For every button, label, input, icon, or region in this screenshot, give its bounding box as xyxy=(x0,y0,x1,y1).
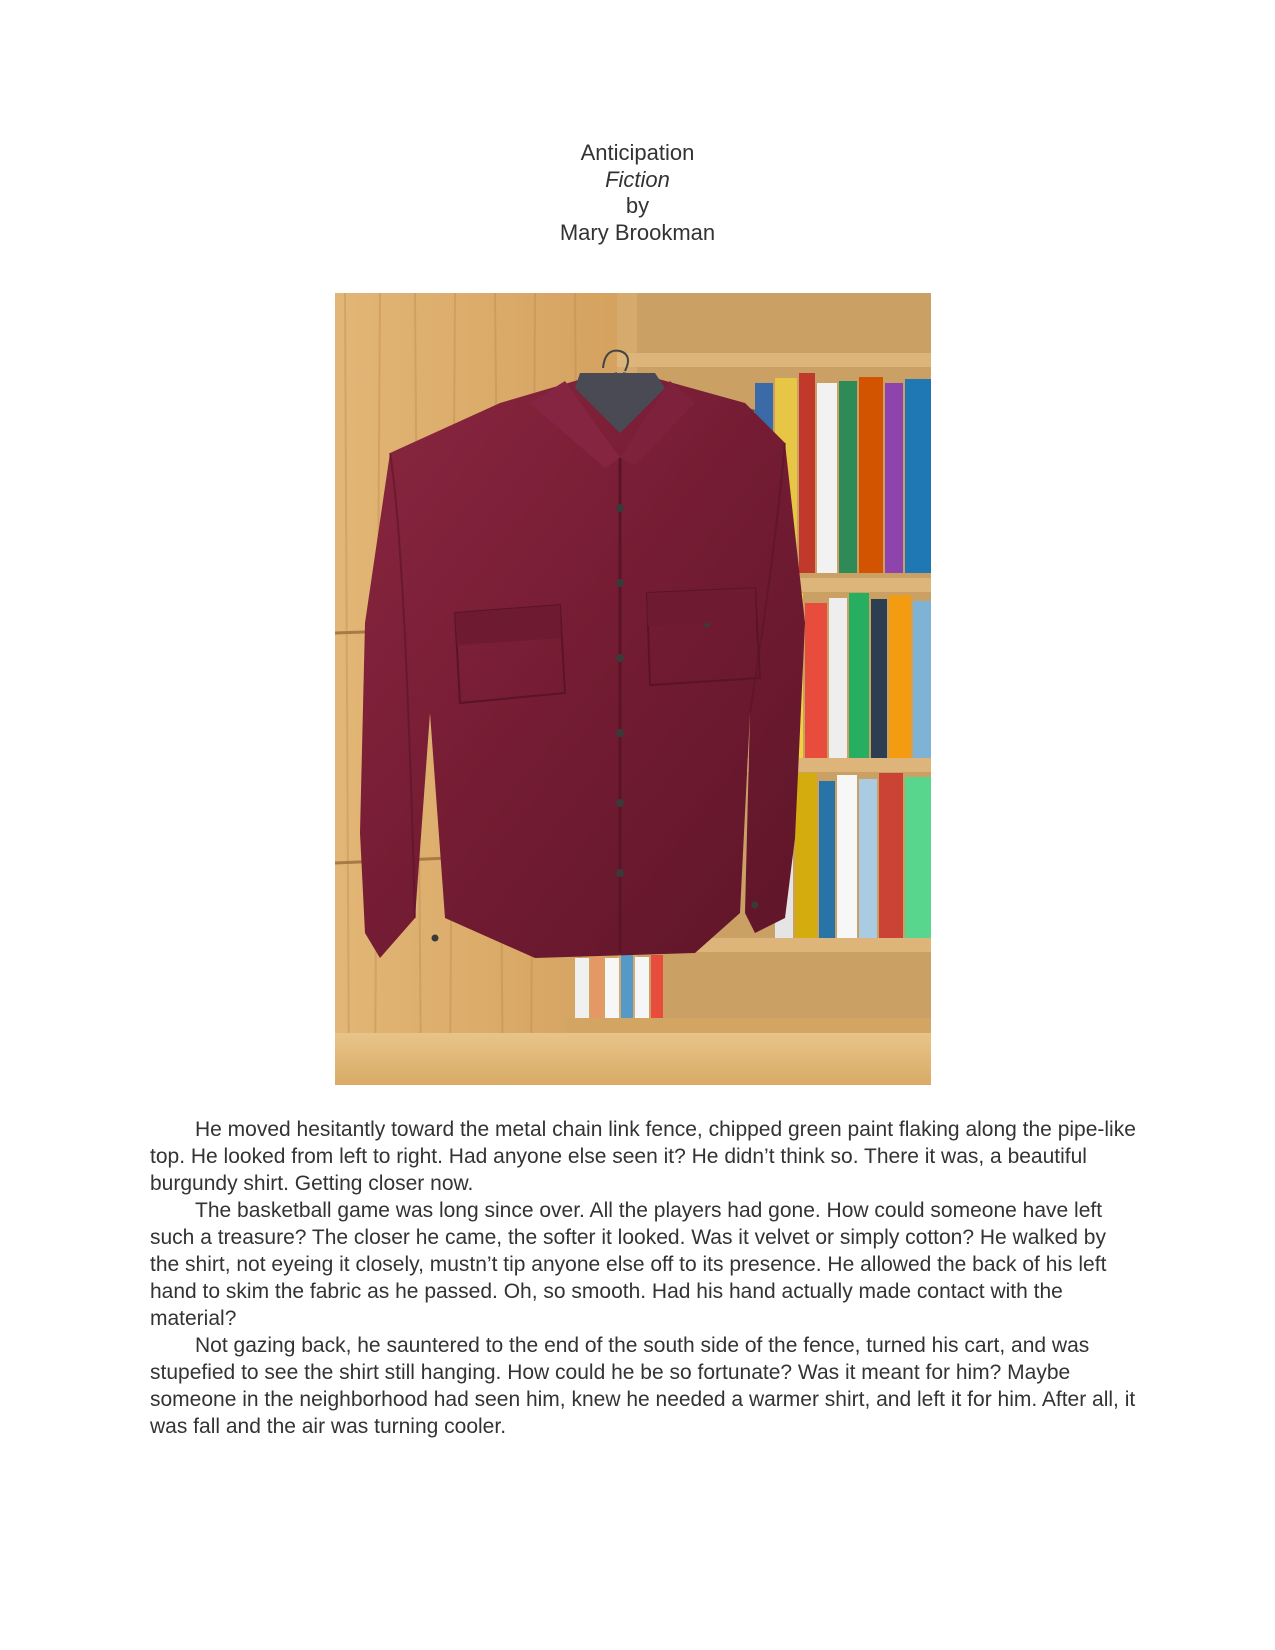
byline-by: by xyxy=(625,193,650,218)
title-block xyxy=(0,140,1275,246)
shirt-photo xyxy=(335,293,931,1085)
story-paragraph-1: He moved hesitantly toward the metal chain link fence, chipped green paint flaking along the pipe-like top. He looked from left to right. Had anyone else seen it? He didn’t think so. There it was, a beautiful burgundy shirt. Getting closer now. xyxy=(150,1118,1136,1195)
author-name: Mary Brookman xyxy=(559,219,716,245)
story-genre: Fiction xyxy=(605,166,670,192)
story-text xyxy=(150,1116,1140,1440)
story-paragraph-2: The basketball game was long since over. All the players had gone. How could someone have left such a treasure? The closer he came, the softer it looked. Was it velvet or simply cotton? He walked by the shirt, not eyeing it closely, mustn’t tip anyone else off to its presence. He allowed the back of his left hand to skim the fabric as he passed. Oh, so smooth. Had his hand actually made contact with the material? xyxy=(150,1199,1107,1330)
story-title: Anticipation xyxy=(580,140,695,165)
story-paragraph-3: Not gazing back, he sauntered to the end of the south side of the fence, turned his cart, and was stupefied to see the shirt still hanging. How could he be so fortunate? Was it meant for him? Maybe someone in the neighborhood had seen him, knew he needed a warmer shirt, and left it for him. After all, it was fall and the air was turning cooler. xyxy=(150,1334,1136,1438)
